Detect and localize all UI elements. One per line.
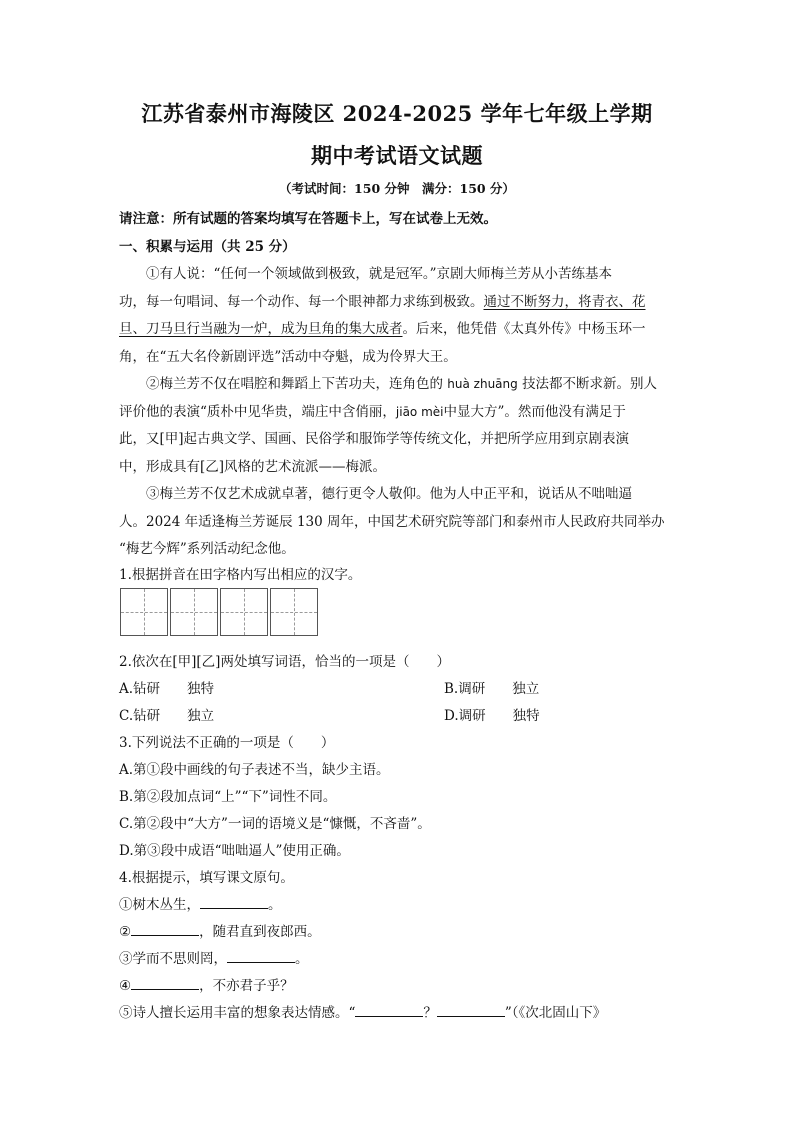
- para2-line2-pre: 评价他的表演“质朴中见华贵，端庄中含俏丽，: [119, 404, 396, 420]
- para1-line2-text: 功，每一句唱词、每一个动作、每一个眼神都力求练到极致。: [119, 294, 484, 310]
- q2-option-c[interactable]: C.钻研 独立: [119, 708, 215, 724]
- q4-item-3-post: 。: [295, 951, 309, 967]
- para1-underlined-a: 通过不断努力，将青衣、花: [483, 294, 646, 310]
- q4-item-1-pre: ①树木丛生，: [119, 897, 200, 913]
- para1-line1: ①有人说：“任何一个领域做到极致，就是冠军。”京剧大师梅兰芳从小苦练基本: [146, 266, 613, 282]
- q4-item-3: [119, 947, 309, 967]
- answer-blank[interactable]: [437, 1003, 505, 1017]
- question-3: 3.下列说法不正确的一项是（ ）: [119, 735, 335, 751]
- para2-line1-pre: ②梅兰芳不仅在唱腔和舞蹈上下苦功夫，连角色的: [146, 376, 443, 392]
- q3-option-a[interactable]: A.第①段中画线的句子表述不当，缺少主语。: [119, 762, 390, 778]
- q4-item-4: [119, 974, 294, 994]
- q2-option-b[interactable]: B.调研 独立: [444, 681, 540, 697]
- q4-item-4-pre: ④: [119, 978, 132, 994]
- para2-line1-post: 技法都不断求新。别人: [522, 376, 658, 392]
- para1-line3-text: 。后来，他凭借《太真外传》中杨玉环一: [402, 321, 646, 337]
- para2-line4: 中，形成具有[乙]风格的艺术流派——梅派。: [119, 459, 387, 475]
- para1-line2: [119, 290, 646, 310]
- tianzige-cell[interactable]: [120, 588, 168, 636]
- question-4: 4.根据提示，填写课文原句。: [119, 870, 294, 886]
- q4-item-5: [119, 1001, 606, 1021]
- para2-line2: [119, 400, 626, 420]
- answer-blank[interactable]: [200, 895, 268, 909]
- q3-option-c[interactable]: C.第②段中“大方”一词的语境义是“慷慨，不吝啬”。: [119, 816, 431, 832]
- para1-line4: 角，在“五大名伶新剧评选”活动中夺魁，成为伶界大王。: [119, 349, 457, 365]
- q4-item-3-pre: ③学而不思则罔，: [119, 951, 227, 967]
- answer-blank[interactable]: [227, 949, 295, 963]
- para3-line3: “梅艺今辉”系列活动纪念他。: [119, 541, 295, 557]
- question-2: 2.依次在[甲][乙]两处填写词语，恰当的一项是（ ）: [119, 654, 450, 670]
- tianzige-cell[interactable]: [220, 588, 268, 636]
- q4-item-4-post: ，不亦君子乎？: [199, 978, 294, 994]
- pinyin-huazhuang: huà zhuāng: [447, 377, 518, 391]
- answer-blank[interactable]: [131, 922, 199, 936]
- notice: 请注意：所有试题的答案均填写在答题卡上，写在试卷上无效。: [119, 211, 497, 227]
- q4-item-2-pre: ②: [119, 924, 132, 940]
- tianzige-cell[interactable]: [270, 588, 318, 636]
- question-1: 1.根据拼音在田字格内写出相应的汉字。: [119, 567, 362, 583]
- q2-option-a[interactable]: A.钻研 独特: [119, 681, 215, 697]
- page-subtitle: 期中考试语文试题: [311, 143, 483, 168]
- q4-item-5-mid: ？: [423, 1005, 437, 1021]
- page-title: 江苏省泰州市海陵区 2024-2025 学年七年级上学期: [141, 101, 653, 126]
- q3-option-d[interactable]: D.第③段中成语“咄咄逼人”使用正确。: [119, 843, 350, 859]
- para2-line3: 此，又[甲]起古典文学、国画、民俗学和服饰学等传统文化，并把所学应用到京剧表演: [119, 431, 630, 447]
- para2-line1: [146, 372, 657, 392]
- para2-line2-post: 中显大方”。然而他没有满足于: [443, 404, 626, 420]
- para1-line3: [119, 317, 646, 337]
- tianzige-cell[interactable]: [170, 588, 218, 636]
- q4-item-5-pre: ⑤诗人擅长运用丰富的想象表达情感。“: [119, 1005, 356, 1021]
- q4-item-2-post: ，随君直到夜郎西。: [199, 924, 321, 940]
- q3-option-b[interactable]: B.第②段加点词“上”“下”词性不同。: [119, 789, 337, 805]
- tianzige-grid: [120, 588, 320, 636]
- q4-item-5-post: ”（《次北固山下》: [504, 1005, 607, 1021]
- section-heading: 一、积累与运用（共 25 分）: [119, 239, 296, 255]
- para3-line2: 人。2024 年适逢梅兰芳诞辰 130 周年，中国艺术研究院等部门和泰州市人民政府共同举办: [119, 514, 665, 530]
- q4-item-2: [119, 920, 321, 940]
- exam-info: （考试时间：150 分钟 满分：150 分）: [279, 181, 515, 196]
- answer-blank[interactable]: [131, 976, 199, 990]
- pinyin-jiaomei: jiāo mèi: [395, 405, 444, 419]
- para3-line1: ③梅兰芳不仅艺术成就卓著，德行更令人敬仰。他为人中正平和，说话从不咄咄逼: [146, 486, 632, 502]
- answer-blank[interactable]: [355, 1003, 423, 1017]
- q2-option-d[interactable]: D.调研 独特: [444, 708, 540, 724]
- q4-item-1-post: 。: [268, 897, 282, 913]
- para1-underlined-b: 旦、刀马旦行当融为一炉，成为旦角的集大成者: [119, 321, 403, 337]
- q4-item-1: [119, 893, 282, 913]
